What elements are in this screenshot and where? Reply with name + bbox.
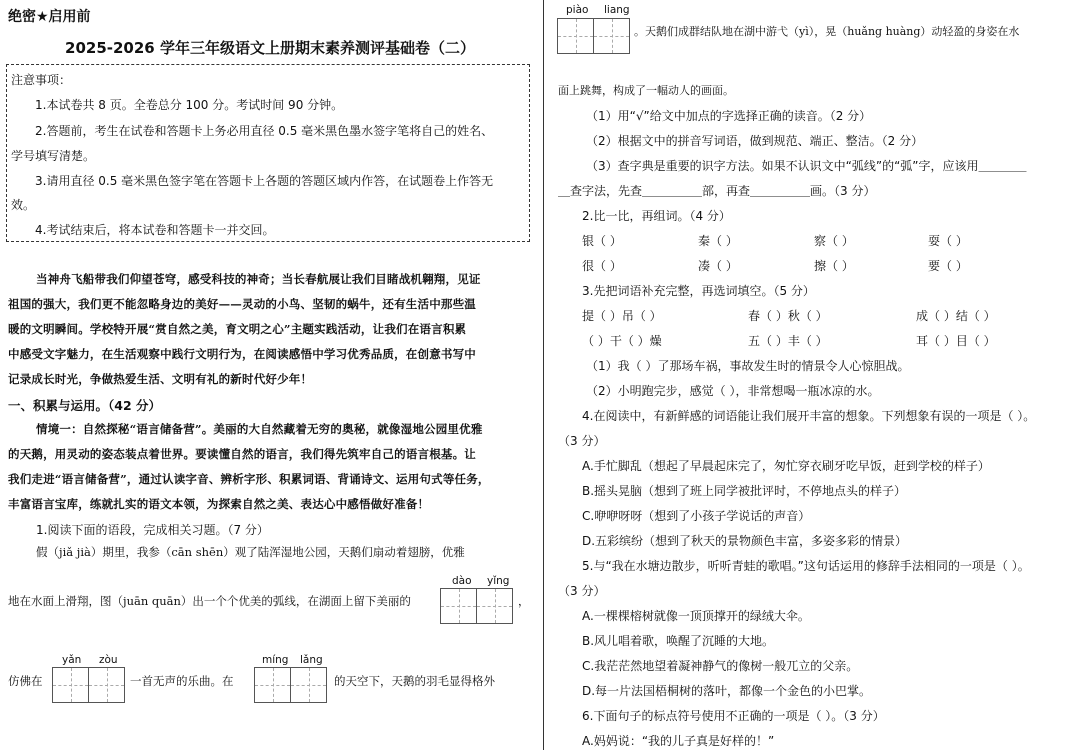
- intro-line: 祖国的强大，我们更不能忽略身边的美好——灵动的小鸟、坚韧的蜗牛，还有生活中那些温: [8, 297, 476, 311]
- compare-item: 凑（ ）: [698, 259, 738, 273]
- fill-item: 五（ ）丰（ ）: [748, 334, 828, 348]
- compare-item: 要（ ）: [928, 259, 968, 273]
- passage-line: 。天鹅们成群结队地在湖中游弋（yì），晃（huǎng huàng）动轻盈的身姿在水: [634, 25, 1020, 38]
- fill-sentence: （2）小明跑完步，感觉（ ），非常想喝一瓶冰凉的水。: [586, 384, 880, 398]
- pinyin-label: zòu: [99, 654, 118, 666]
- column-divider: [543, 0, 544, 750]
- notice-item: 效。: [11, 198, 36, 212]
- score-note: （3 分）: [558, 434, 606, 448]
- fill-item: 春（ ）秋（ ）: [748, 309, 828, 323]
- pinyin-label: dào: [452, 575, 472, 587]
- situation-line: 我们走进“语言储备营”，通过认读字音、辨析字形、积累词语、背诵诗文、运用句式等任务，: [8, 472, 490, 486]
- question-3: 3.先把词语补充完整，再选词填空。（5 分）: [582, 284, 815, 298]
- fill-item: 提（ ）吊（ ）: [582, 309, 662, 323]
- compare-item: 擦（ ）: [814, 259, 854, 273]
- option: D.五彩缤纷（想到了秋天的景物颜色丰富，多姿多彩的情景）: [582, 534, 908, 548]
- option: D.每一片法国梧桐树的落叶，都像一个金色的小巴掌。: [582, 684, 872, 698]
- passage-line: 仿佛在: [8, 674, 43, 688]
- score-note: （3 分）: [558, 584, 606, 598]
- option: B.摇头晃脑（想到了班上同学被批评时，不停地点头的样子）: [582, 484, 907, 498]
- intro-line: 中感受文字魅力，在生活观察中践行文明行为，在阅读感悟中学习优秀品质，在创意书写中: [8, 347, 476, 361]
- notice-item: 3.请用直径 0.5 毫米黑色签字笔在答题卡上各题的答题区域内作答，在试题卷上作答无: [35, 174, 494, 188]
- subquestion: （2）根据文中的拼音写词语，做到规范、端正、整洁。（2 分）: [586, 134, 924, 148]
- compare-item: 银（ ）: [582, 234, 622, 248]
- compare-item: 秦（ ）: [698, 234, 738, 248]
- grid-cell[interactable]: [593, 18, 630, 54]
- grid-cell[interactable]: [557, 18, 594, 54]
- question-2: 2.比一比，再组词。（4 分）: [582, 209, 731, 223]
- subquestion: （3）查字典是重要的识字方法。如果不认识文中“弧线”的“弧”字，应该用＿＿＿＿: [586, 159, 1027, 173]
- option: A.一棵棵榕树就像一顶顶撑开的绿绒大伞。: [582, 609, 810, 623]
- option: A.手忙脚乱（想起了早晨起床完了，匆忙穿衣刷牙吃早饭，赶到学校的样子）: [582, 459, 990, 473]
- write-grid-daoying[interactable]: [441, 588, 513, 624]
- fill-item: （ ）干（ ）燥: [582, 334, 662, 348]
- grid-cell[interactable]: [52, 667, 89, 703]
- passage-line: 面上跳舞，构成了一幅动人的画面。: [558, 84, 734, 97]
- subquestion: ＿查字法，先查＿＿＿＿＿部，再查＿＿＿＿＿画。（3 分）: [558, 184, 876, 198]
- notice-item: 1.本试卷共 8 页。全卷总分 100 分。考试时间 90 分钟。: [35, 98, 344, 112]
- notice-item: 学号填写清楚。: [11, 149, 96, 163]
- pinyin-label: piào: [566, 4, 589, 16]
- option: B.风儿唱着歌，唤醒了沉睡的大地。: [582, 634, 775, 648]
- compare-item: 耍（ ）: [928, 234, 968, 248]
- pinyin-label: míng: [262, 654, 289, 666]
- passage-line: 一首无声的乐曲。在: [130, 674, 234, 688]
- fill-sentence: （1）我（ ）了那场车祸，事故发生时的情景令人心惊胆战。: [586, 359, 910, 373]
- passage-line: 假（jiǎ jià）期里，我参（cān shēn）观了陆浑湿地公园，天鹅们扇动着翅膀，优雅: [36, 545, 465, 559]
- grid-cell[interactable]: [88, 667, 125, 703]
- grid-cell[interactable]: [476, 588, 513, 624]
- notice-item: 2.答题前，考生在试卷和答题卡上务必用直径 0.5 毫米黑色墨水签字笔将自己的姓名、: [35, 124, 494, 138]
- question-5: 5.与“我在水塘边散步，听听青蛙的歌唱。”这句话运用的修辞手法相同的一项是（ ）。: [582, 559, 1030, 573]
- fill-item: 成（ ）结（ ）: [916, 309, 996, 323]
- grid-cell[interactable]: [440, 588, 477, 624]
- fill-item: 耳（ ）目（ ）: [916, 334, 996, 348]
- notice-box: [6, 64, 530, 242]
- intro-line: 暖的文明瞬间。学校特开展“赏自然之美，育文明之心”主题实践活动，让我们在语言积累: [8, 322, 467, 336]
- page-title: 2025-2026 学年三年级语文上册期末素养测评基础卷（二）: [65, 39, 475, 57]
- passage-line: 地在水面上滑翔，图（juān quān）出一个个优美的弧线，在湖面上留下美丽的: [8, 594, 411, 608]
- passage-line: 的天空下，天鹅的羽毛显得格外: [334, 674, 495, 688]
- subquestion: （1）用“√”给文中加点的字选择正确的读音。（2 分）: [586, 109, 872, 123]
- section-heading: 一、积累与运用。（42 分）: [8, 398, 161, 413]
- passage-line: ，: [518, 594, 530, 608]
- question-4: 4.在阅读中，有新鲜感的词语能让我们展开丰富的想象。下列想象有误的一项是（ ）。: [582, 409, 1036, 423]
- write-grid-minglang[interactable]: [255, 667, 327, 703]
- question-1: 1.阅读下面的语段，完成相关习题。（7 分）: [36, 523, 269, 537]
- pinyin-label: lǎng: [300, 654, 323, 666]
- notice-item: 4.考试结束后，将本试卷和答题卡一并交回。: [35, 223, 275, 237]
- confidential-mark: 绝密★启用前: [8, 9, 91, 25]
- grid-cell[interactable]: [254, 667, 291, 703]
- option: C.我茫茫然地望着凝神静气的像树一般兀立的父亲。: [582, 659, 859, 673]
- compare-item: 很（ ）: [582, 259, 622, 273]
- pinyin-label: liang: [604, 4, 630, 16]
- option: C.咿咿呀呀（想到了小孩子学说话的声音）: [582, 509, 811, 523]
- situation-line: 情境一：自然探秘“语言储备营”。美丽的大自然藏着无穷的奥秘，就像湿地公园里优雅: [36, 422, 483, 436]
- compare-item: 察（ ）: [814, 234, 854, 248]
- notice-heading: 注意事项：: [11, 73, 72, 87]
- pinyin-label: yǐng: [487, 575, 510, 587]
- intro-line: 记录成长时光，争做热爱生活、文明有礼的新时代好少年！: [8, 372, 313, 386]
- question-6: 6.下面句子的标点符号使用不正确的一项是（ ）。（3 分）: [582, 709, 885, 723]
- option: A.妈妈说：“我的儿子真是好样的！”: [582, 734, 775, 748]
- situation-line: 丰富语言宝库，练就扎实的语文本领，为探索自然之美、表达心中感悟做好准备！: [8, 497, 430, 511]
- write-grid-piaoliang[interactable]: [558, 18, 630, 54]
- situation-line: 的天鹅，用灵动的姿态装点着世界。要读懂自然的语言，我们得先筑牢自己的语言根基。让: [8, 447, 476, 461]
- write-grid-yanzou[interactable]: [53, 667, 125, 703]
- intro-line: 当神舟飞船带我们仰望苍穹，感受科技的神奇；当长春航展让我们目睹战机翱翔，见证: [36, 272, 481, 286]
- grid-cell[interactable]: [290, 667, 327, 703]
- pinyin-label: yǎn: [62, 654, 82, 666]
